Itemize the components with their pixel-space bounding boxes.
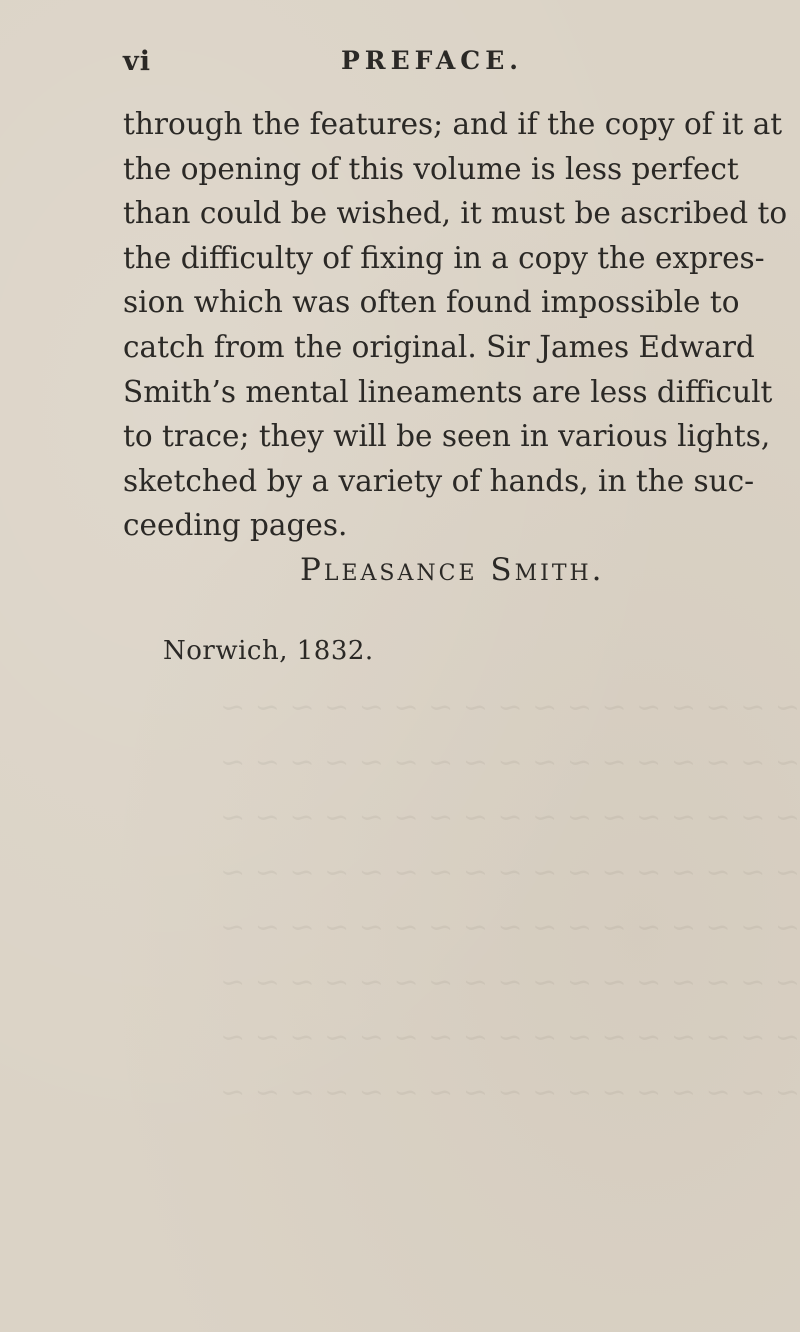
page-number: vi [123, 46, 151, 77]
text-line: to trace; they will be seen in various lights, [123, 419, 771, 454]
author-signature: Pleasance Smith. [300, 552, 605, 588]
preface-paragraph [123, 102, 788, 548]
text-line: the difficulty of fixing in a copy the expres- [123, 240, 765, 275]
text-line: sketched by a variety of hands, in the suc- [123, 463, 755, 498]
text-line: ceeding pages. [123, 508, 348, 543]
text-line: through the features; and if the copy of it at [123, 107, 783, 141]
running-title: PREFACE. [341, 46, 523, 75]
place-and-date: Norwich, 1832. [163, 636, 374, 666]
running-head [123, 46, 723, 86]
show-through-texture: ~ ~ ~ ~ ~ ~ ~ ~ ~ ~ ~ ~ ~ ~ ~ ~ ~ ~ ~ ~ ~ ~ ~ ~ ~ ~ ~ ~ ~ ~ ~ ~ ~ ~ ~ ~ ~ ~ ~ ~ ~ ~ ~ ~ ~ ~ ~ ~ ~ ~ ~ ~ ~ ~ ~ ~ ~ ~ ~ ~ ~ ~ ~ ~ ~ ~ ~ ~ ~ ~ ~ ~ ~ ~ ~ ~ ~ ~ ~ ~ ~ ~ ~ ~ ~ ~ ~ ~ ~ ~ ~ ~ ~ ~ ~ ~ ~ ~ ~ ~ ~ ~ ~ ~ ~ ~ ~ ~ ~ ~ ~ ~ ~ ~ ~ ~ ~ ~ ~ ~ ~ ~ ~ ~ ~ ~ ~ ~ ~ ~ ~ ~ ~ ~ ~ ~ [220, 690, 800, 1110]
text-line: sion which was often found impossible to [123, 285, 740, 320]
text-line: catch from the original. Sir James Edward [123, 329, 755, 364]
text-line: than could be wished, it must be ascribed to [123, 196, 788, 231]
text-line: Smith’s mental lineaments are less difficult [123, 374, 773, 409]
text-line: the opening of this volume is less perfect [123, 151, 739, 186]
